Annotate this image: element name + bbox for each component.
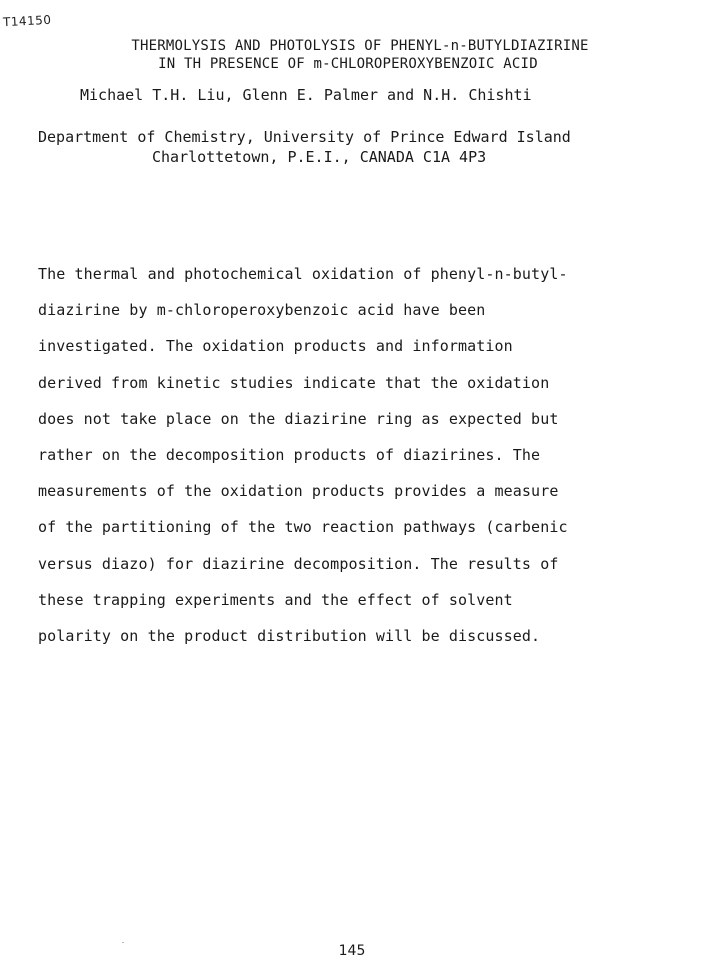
abstract-line: The thermal and photochemical oxidation of phenyl-n-butyl- [38, 265, 568, 283]
page-number: 145 [338, 943, 366, 959]
abstract-line: of the partitioning of the two reaction pathways (carbenic [38, 518, 568, 537]
abstract-line: rather on the decomposition products of diazirines. The [38, 445, 541, 464]
abstract-line: measurements of the oxidation products provides a measure [38, 482, 559, 501]
abstract-line: polarity on the product distribution will be discussed. [38, 626, 541, 645]
corner-code: T14150 [2, 12, 52, 30]
abstract-line: investigated. The oxidation products and information [38, 337, 513, 356]
abstract-line: versus diazo) for diazirine decomposition. The results of [38, 554, 559, 573]
authors: Michael T.H. Liu, Glenn E. Palmer and N.H. Chishti [80, 86, 532, 104]
abstract-line: diazirine by m-chloroperoxybenzoic acid have been [38, 301, 486, 320]
title-line-2: IN TH PRESENCE OF m-CHLOROPEROXYBENZOIC ACID [158, 56, 538, 72]
title-line-1: THERMOLYSIS AND PHOTOLYSIS OF PHENYL-n-BUTYLDIAZIRINE [131, 38, 589, 54]
abstract-line: derived from kinetic studies indicate that the oxidation [38, 373, 550, 392]
abstract-line: these trapping experiments and the effect of solvent [38, 590, 513, 609]
affiliation-line-2: Charlottetown, P.E.I., CANADA C1A 4P3 [152, 148, 487, 166]
abstract-line: does not take place on the diazirine ring as expected but [38, 409, 559, 428]
affiliation-line-1: Department of Chemistry, University of Prince Edward Island [38, 128, 571, 146]
abstract [38, 256, 678, 654]
